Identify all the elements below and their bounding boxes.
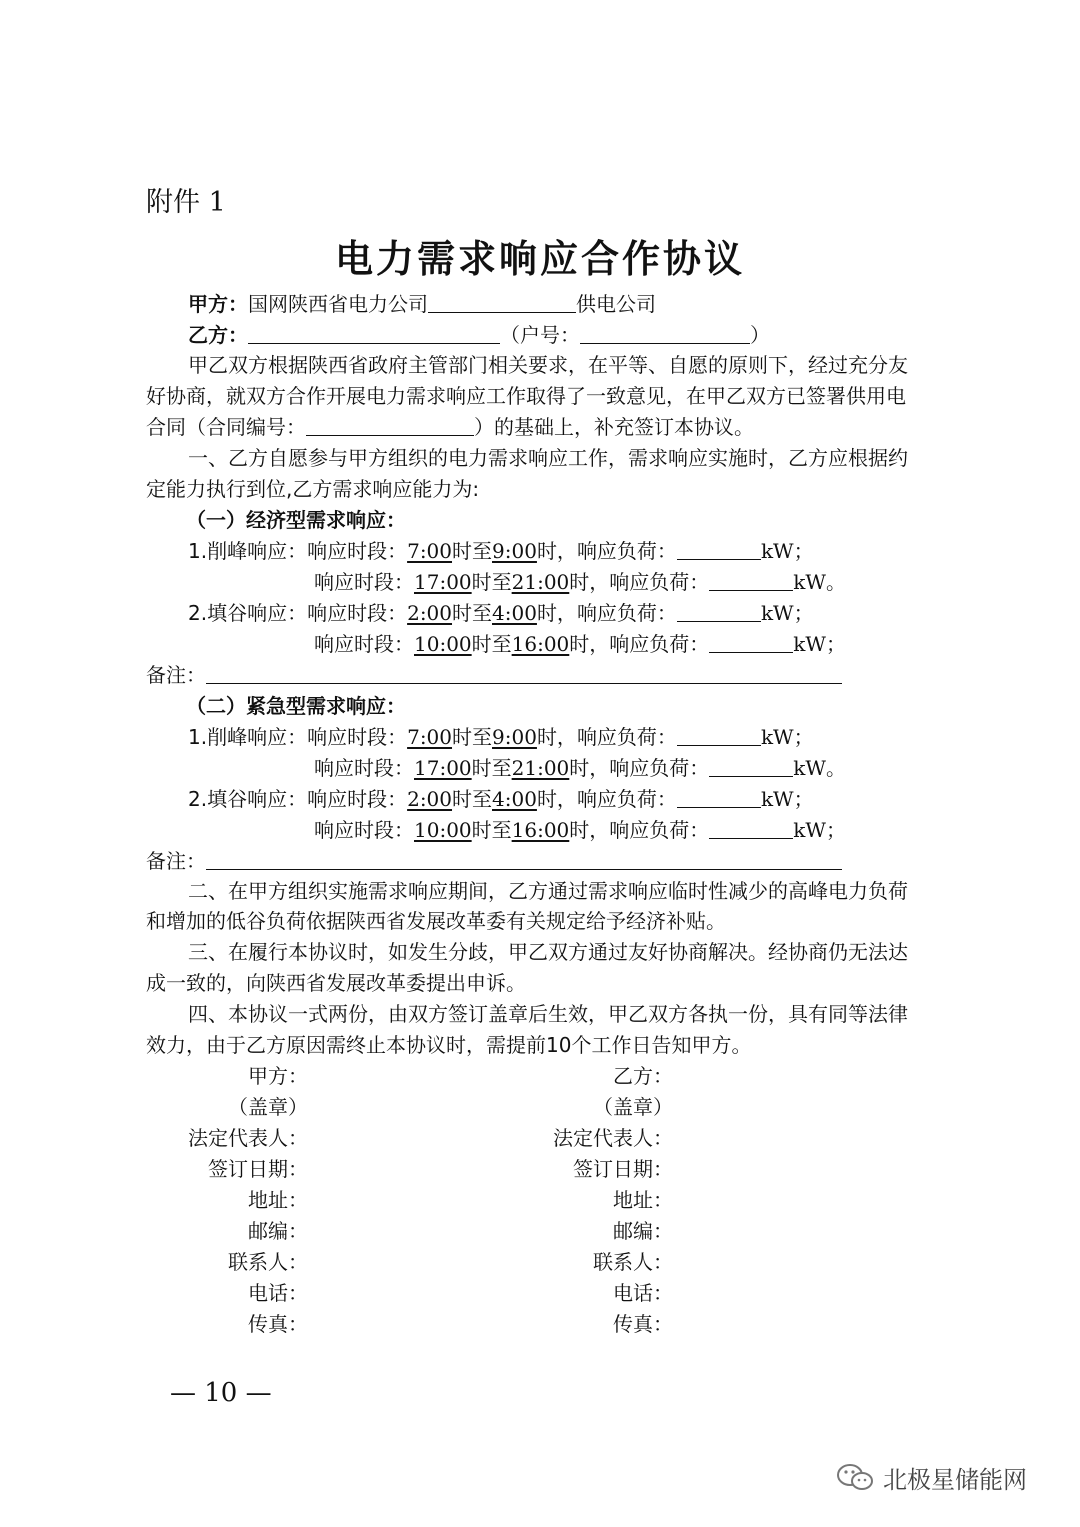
load-label: 响应负荷： [576, 539, 677, 563]
section-heading-emergency: （二）紧急型需求响应： [186, 694, 406, 718]
party-a-line [188, 289, 988, 320]
time-end: 21:00 [511, 570, 570, 594]
document-title: 电力需求响应合作协议 [334, 237, 745, 281]
load-unit: kW； [793, 632, 846, 656]
load-blank[interactable] [677, 723, 761, 746]
peak-label: 1.削峰响应： [188, 725, 308, 749]
party-b-name-blank[interactable] [248, 321, 500, 344]
clause4-line-2: 效力，由于乙方原因需终止本协议时，需提前10个工作日告知甲方。 [146, 1033, 752, 1057]
time-start: 7:00 [407, 725, 453, 749]
time-start: 7:00 [407, 539, 453, 563]
intro-line-2: 好协商，就双方合作开展电力需求响应工作取得了一致意见，在甲乙双方已签署供用电 [146, 384, 906, 408]
load-blank[interactable] [709, 754, 793, 777]
time-to: 时至 [452, 601, 493, 625]
contract-number-blank[interactable] [306, 413, 474, 436]
load-label: 响应负荷： [609, 756, 710, 780]
time-end: 16:00 [511, 632, 570, 656]
period-label: 响应时段： [314, 570, 414, 594]
sig-right-postcode: 邮编： [613, 1219, 673, 1243]
time-to: 时至 [471, 818, 512, 842]
valley-label: 2.填谷响应： [188, 787, 308, 811]
economic-peak-row-2 [314, 567, 1080, 598]
time-hour: 时， [536, 539, 577, 563]
economic-note-row [146, 660, 946, 691]
load-unit: kW； [760, 787, 814, 811]
party-b-account-close: ） [750, 323, 770, 347]
clause2-line-2: 和增加的低谷负荷依据陕西省发展改革委有关规定给予经济补贴。 [146, 909, 726, 933]
sig-right-seal: （盖章） [593, 1095, 673, 1119]
time-end: 4:00 [492, 787, 537, 811]
time-end: 21:00 [511, 756, 570, 780]
attachment-label: 附件 1 [146, 187, 226, 218]
economic-peak-row-1 [188, 536, 988, 567]
time-end: 4:00 [492, 601, 537, 625]
period-label: 响应时段： [314, 632, 414, 656]
sig-left-party: 甲方： [248, 1064, 308, 1088]
load-label: 响应负荷： [576, 725, 677, 749]
sig-right-fax: 传真： [613, 1312, 673, 1336]
sig-right-address: 地址： [613, 1188, 673, 1212]
time-start: 17:00 [414, 756, 472, 780]
sig-left-date: 签订日期： [208, 1157, 308, 1181]
intro-line-1: 甲乙双方根据陕西省政府主管部门相关要求，在平等、自愿的原则下，经过充分友 [188, 353, 908, 377]
sig-right-contact: 联系人： [593, 1250, 673, 1274]
sig-left-address: 地址： [248, 1188, 308, 1212]
load-unit: kW； [760, 601, 814, 625]
party-a-prefix: 国网陕西省电力公司 [248, 292, 428, 316]
period-label: 响应时段： [307, 725, 408, 749]
clause3-line-2: 成一致的，向陕西省发展改革委提出申诉。 [146, 971, 526, 995]
time-to: 时至 [452, 787, 493, 811]
sig-left-phone: 电话： [248, 1281, 308, 1305]
clause2-line-1: 二、在甲方组织实施需求响应期间，乙方通过需求响应临时性减少的高峰电力负荷 [188, 879, 908, 903]
intro-contract-post: ）的基础上，补充签订本协议。 [474, 415, 754, 439]
sig-left-legal-rep: 法定代表人： [188, 1126, 308, 1150]
time-start: 10:00 [414, 818, 472, 842]
time-start: 2:00 [407, 787, 453, 811]
emergency-valley-row-2 [314, 815, 1080, 846]
emergency-peak-row-1 [188, 722, 988, 753]
time-start: 10:00 [414, 632, 472, 656]
time-end: 9:00 [492, 539, 537, 563]
time-end: 16:00 [511, 818, 570, 842]
load-blank[interactable] [709, 630, 793, 653]
time-hour: 时， [569, 632, 610, 656]
load-unit: kW。 [793, 570, 846, 594]
period-label: 响应时段： [307, 601, 408, 625]
time-to: 时至 [452, 539, 493, 563]
time-to: 时至 [452, 725, 493, 749]
time-hour: 时， [536, 725, 577, 749]
watermark-text: 北极星储能网 [883, 1466, 1027, 1494]
party-a-label: 甲方： [188, 292, 248, 316]
load-label: 响应负荷： [576, 601, 677, 625]
load-label: 响应负荷： [609, 570, 710, 594]
period-label: 响应时段： [314, 818, 414, 842]
load-unit: kW； [760, 725, 814, 749]
note-blank[interactable] [206, 661, 842, 684]
party-a-blank[interactable] [428, 290, 576, 313]
time-to: 时至 [471, 570, 512, 594]
note-label: 备注： [146, 849, 206, 873]
emergency-valley-row-1 [188, 784, 988, 815]
sig-right-date: 签订日期： [573, 1157, 673, 1181]
valley-label: 2.填谷响应： [188, 601, 308, 625]
sig-left-seal: （盖章） [228, 1095, 308, 1119]
party-b-account-blank[interactable] [580, 321, 750, 344]
load-unit: kW； [793, 818, 846, 842]
intro-line-3 [146, 412, 946, 443]
time-hour: 时， [536, 787, 577, 811]
economic-valley-row-2 [314, 629, 1080, 660]
load-blank[interactable] [677, 537, 761, 560]
peak-label: 1.削峰响应： [188, 539, 308, 563]
party-b-label: 乙方： [188, 323, 248, 347]
sig-right-party: 乙方： [613, 1064, 673, 1088]
economic-valley-row-1 [188, 598, 988, 629]
sig-left-postcode: 邮编： [248, 1219, 308, 1243]
wechat-icon [835, 1462, 875, 1494]
load-blank[interactable] [709, 568, 793, 591]
period-label: 响应时段： [314, 756, 414, 780]
period-label: 响应时段： [307, 787, 408, 811]
load-label: 响应负荷： [576, 787, 677, 811]
section-heading-economic: （一）经济型需求响应： [186, 508, 406, 532]
note-blank[interactable] [206, 847, 842, 870]
load-label: 响应负荷： [609, 632, 710, 656]
load-label: 响应负荷： [609, 818, 710, 842]
load-blank[interactable] [677, 785, 761, 808]
load-unit: kW。 [793, 756, 846, 780]
party-a-suffix: 供电公司 [576, 292, 656, 316]
time-to: 时至 [471, 756, 512, 780]
clause1-line-1: 一、乙方自愿参与甲方组织的电力需求响应工作，需求响应实施时，乙方应根据约 [188, 446, 908, 470]
period-label: 响应时段： [307, 539, 408, 563]
sig-right-legal-rep: 法定代表人： [553, 1126, 673, 1150]
page-number: — 10 — [170, 1378, 272, 1408]
time-end: 9:00 [492, 725, 537, 749]
sig-right-phone: 电话： [613, 1281, 673, 1305]
time-hour: 时， [569, 756, 610, 780]
note-label: 备注： [146, 663, 206, 687]
clause4-line-1: 四、本协议一式两份，由双方签订盖章后生效，甲乙双方各执一份，具有同等法律 [188, 1002, 908, 1026]
load-blank[interactable] [709, 816, 793, 839]
party-b-account-open: （户号： [500, 323, 580, 347]
load-unit: kW； [760, 539, 814, 563]
emergency-peak-row-2 [314, 753, 1080, 784]
time-start: 17:00 [414, 570, 472, 594]
sig-left-contact: 联系人： [228, 1250, 308, 1274]
time-hour: 时， [569, 570, 610, 594]
load-blank[interactable] [677, 599, 761, 622]
time-hour: 时， [569, 818, 610, 842]
time-start: 2:00 [407, 601, 453, 625]
emergency-note-row [146, 846, 946, 877]
sig-left-fax: 传真： [248, 1312, 308, 1336]
intro-contract-pre: 合同（合同编号： [146, 415, 306, 439]
clause3-line-1: 三、在履行本协议时，如发生分歧，甲乙双方通过友好协商解决。经协商仍无法达 [188, 940, 908, 964]
watermark [835, 1460, 1027, 1495]
time-hour: 时， [536, 601, 577, 625]
clause1-line-2: 定能力执行到位,乙方需求响应能力为: [146, 477, 480, 501]
party-b-line [188, 320, 988, 351]
time-to: 时至 [471, 632, 512, 656]
